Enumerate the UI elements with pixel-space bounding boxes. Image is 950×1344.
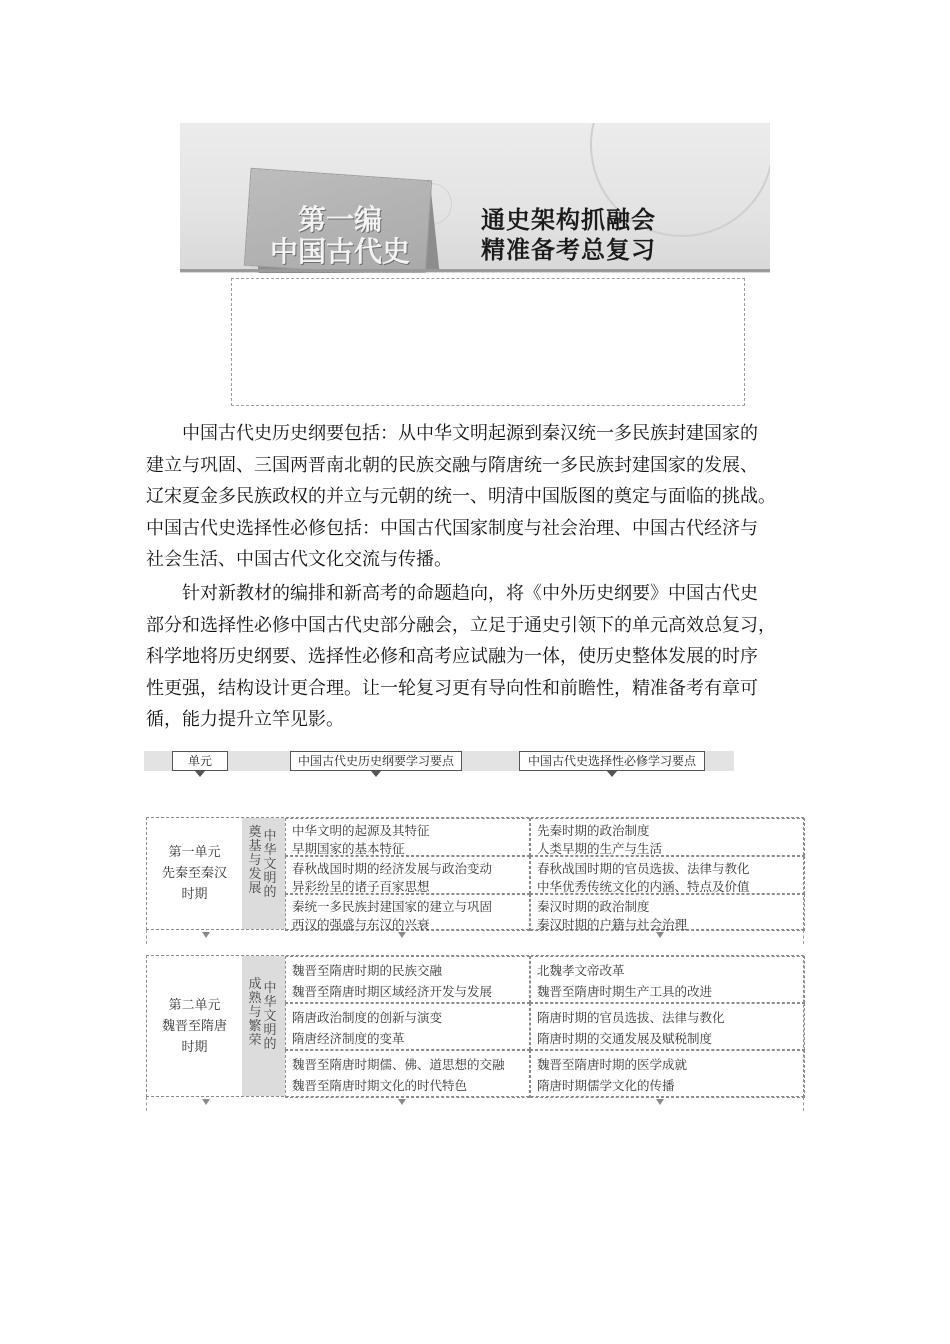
paragraph-line: 性更强，结构设计更合理。让一轮复习更有导向性和前瞻性，精准备考有章可 <box>146 677 758 699</box>
down-arrow-icon <box>656 932 664 938</box>
unit-theme-col-2: 奠基与发展 <box>248 825 262 896</box>
cell-line: 魏晋至隋唐时期的医学成就 <box>537 1057 688 1072</box>
unit-block-2 <box>146 955 804 1097</box>
cell-line: 魏晋至隋唐时期文化的时代特色 <box>292 1078 468 1093</box>
paragraph-line: 中国古代史选择性必修包括：中国古代国家制度与社会治理、中国古代经济与 <box>146 517 758 539</box>
paragraph-line: 科学地将历史纲要、选择性必修和高考应试融为一体，使历史整体发展的时序 <box>146 646 758 667</box>
cell-line: 魏晋至隋唐时期的民族交融 <box>292 963 443 978</box>
cell-line: 秦汉时期的户籍与社会治理 <box>537 917 688 932</box>
banner-slogan <box>481 205 656 265</box>
unit-name-line: 第一单元 <box>168 845 221 860</box>
down-arrow-icon <box>202 1099 210 1105</box>
unit-theme-col-2: 成熟与繁荣 <box>248 977 262 1048</box>
cell-line: 隋唐时期儒学文化的传播 <box>537 1078 675 1093</box>
outline-cell <box>285 1050 530 1098</box>
banner-baseline <box>180 269 770 272</box>
header-unit: 单元 <box>172 751 228 771</box>
header-arrow-icon <box>607 771 617 777</box>
header-arrow-icon <box>195 771 205 777</box>
separator-line <box>146 1097 147 1111</box>
cell-line: 隋唐时期的交通发展及赋税制度 <box>537 1031 713 1046</box>
cell-line: 西汉的强盛与东汉的兴衰 <box>292 917 430 932</box>
elective-cell <box>530 1050 805 1098</box>
part-label: 第一编 <box>297 203 382 236</box>
unit-block-1 <box>146 817 804 930</box>
outline-cell <box>285 1003 530 1050</box>
cell-line: 秦统一多民族封建国家的建立与巩固 <box>292 899 493 914</box>
separator-line <box>803 1097 804 1111</box>
paragraph-line: 循，能力提升立竿见影。 <box>146 709 344 730</box>
cell-line: 先秦时期的政治制度 <box>537 823 650 838</box>
cell-line: 中华优秀传统文化的内涵、特点及价值 <box>537 879 750 894</box>
unit-name-line: 时期 <box>181 1039 208 1055</box>
header-elective: 中国古代史选择性必修学习要点 <box>519 751 705 771</box>
cell-line: 早期国家的基本特征 <box>292 841 405 856</box>
down-arrow-icon <box>202 932 210 938</box>
paragraph-line: 辽宋夏金多民族政权的并立与元朝的统一、明清中国版图的奠定与面临的挑战。 <box>146 486 776 507</box>
cell-line: 春秋战国时期的经济发展与政治变动 <box>292 861 493 876</box>
unit-theme-band <box>242 818 285 929</box>
paragraph-line: 中国古代史历史纲要包括：从中华文明起源到秦汉统一多民族封建国家的 <box>182 423 758 444</box>
header-arrow-icon <box>371 771 381 777</box>
header-outline: 中国古代史历史纲要学习要点 <box>290 751 462 771</box>
elective-cell <box>530 856 805 894</box>
empty-dashed-box <box>231 278 745 406</box>
unit-theme-col-1: 中华文明的 <box>263 981 277 1052</box>
down-arrow-icon <box>398 932 406 938</box>
cell-line: 魏晋至隋唐时期儒、佛、道思想的交融 <box>292 1057 505 1072</box>
part-title: 中国古代史 <box>269 235 410 268</box>
cell-line: 隋唐时期的官员选拔、法律与教化 <box>537 1010 725 1025</box>
outline-cell <box>285 894 530 931</box>
down-arrow-icon <box>656 1099 664 1105</box>
cell-line: 异彩纷呈的诸子百家思想 <box>292 879 430 894</box>
paragraph-line: 针对新教材的编排和新高考的命题趋向，将《中外历史纲要》中国古代史 <box>182 583 758 604</box>
part-heading <box>250 204 430 268</box>
elective-cell <box>530 894 805 931</box>
cell-line: 秦汉时期的政治制度 <box>537 899 650 914</box>
unit-theme-band <box>242 956 285 1096</box>
unit-name-line: 魏晋至隋唐 <box>161 1018 227 1034</box>
cell-line: 隋唐经济制度的变革 <box>292 1031 405 1046</box>
elective-cell <box>530 818 805 856</box>
cell-line: 隋唐政治制度的创新与演变 <box>292 1010 443 1025</box>
cell-line: 中华文明的起源及其特征 <box>292 823 430 838</box>
unit-name <box>147 818 242 929</box>
unit-theme-col-1: 中华文明的 <box>263 829 277 900</box>
separator-line <box>146 930 147 944</box>
cell-line: 魏晋至隋唐时期区域经济开发与发展 <box>292 984 493 999</box>
unit-separator <box>146 930 804 944</box>
cell-line: 春秋战国时期的官员选拔、法律与教化 <box>537 861 750 876</box>
separator-line <box>803 930 804 944</box>
outline-cell <box>285 818 530 856</box>
cell-line: 人类早期的生产与生活 <box>537 841 663 856</box>
intro-paragraph-1 <box>146 418 806 576</box>
cell-line: 北魏孝文帝改革 <box>537 963 625 978</box>
unit-name-line: 时期 <box>181 887 208 902</box>
elective-cell <box>530 956 805 1003</box>
elective-cell <box>530 1003 805 1050</box>
paragraph-line: 部分和选择性必修中国古代史部分融会，立足于通史引领下的单元高效总复习， <box>146 614 776 636</box>
slogan-line-1: 通史架构抓融会 <box>481 206 656 234</box>
unit-separator <box>146 1097 804 1111</box>
outline-cell <box>285 856 530 894</box>
cell-line: 魏晋至隋唐时期生产工具的改进 <box>537 984 713 999</box>
unit-name-line: 第二单元 <box>168 997 221 1013</box>
unit-name-line: 先秦至秦汉 <box>161 866 227 881</box>
down-arrow-icon <box>398 1099 406 1105</box>
unit-name <box>147 956 242 1096</box>
outline-cell <box>285 956 530 1003</box>
intro-paragraph-2 <box>146 578 806 736</box>
paragraph-line: 社会生活、中国古代文化交流与传播。 <box>146 549 452 570</box>
paragraph-line: 建立与巩固、三国两晋南北朝的民族交融与隋唐统一多民族封建国家的发展、 <box>146 454 758 476</box>
slogan-line-2: 精准备考总复习 <box>481 236 656 264</box>
